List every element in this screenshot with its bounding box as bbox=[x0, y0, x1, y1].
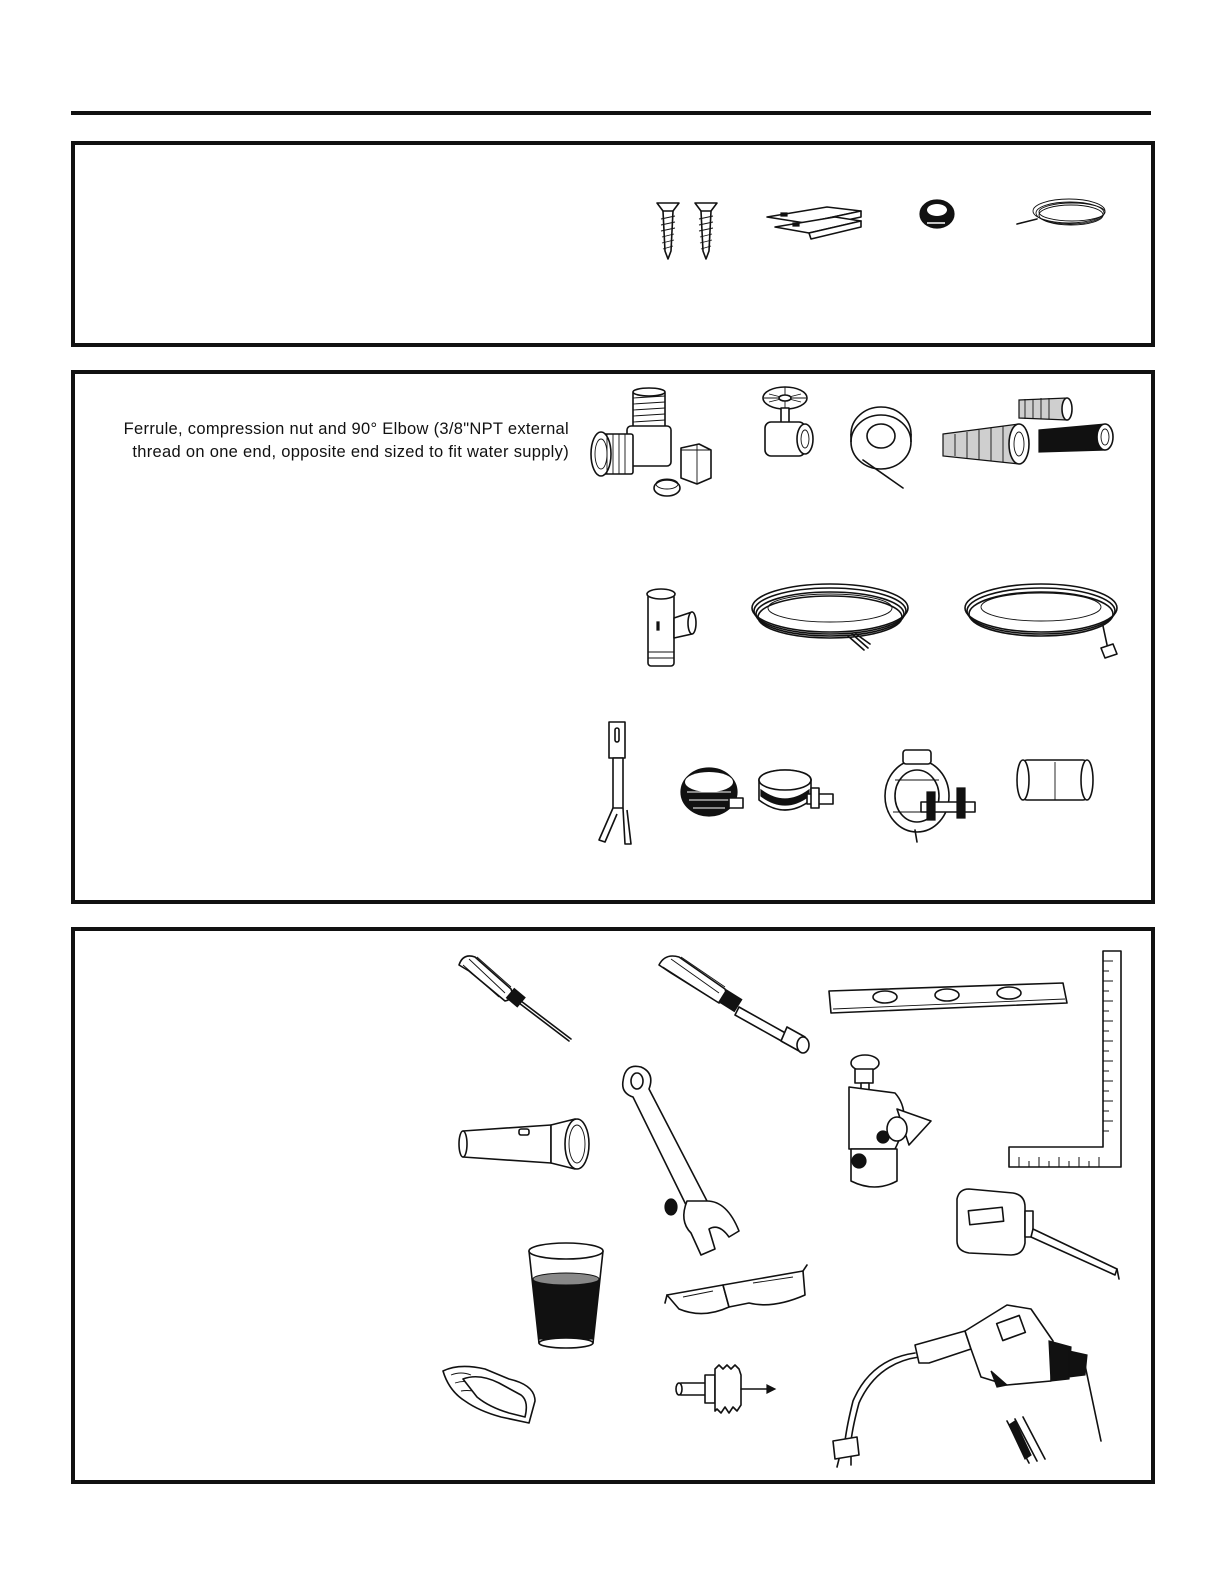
electric-drill-icon bbox=[831, 1301, 1103, 1469]
header-rule bbox=[71, 111, 1151, 115]
water-tubing-coil-icon bbox=[963, 578, 1127, 658]
mounting-brackets-icon bbox=[765, 201, 863, 241]
shutoff-valve-icon bbox=[755, 384, 819, 464]
screws-icon bbox=[653, 199, 725, 261]
safety-glasses-icon bbox=[663, 1261, 809, 1321]
hole-saw-icon bbox=[675, 1361, 777, 1421]
power-cord-coil-icon bbox=[750, 578, 916, 656]
drain-tee-icon bbox=[640, 586, 700, 668]
gloves-icon bbox=[439, 1361, 539, 1429]
bucket-icon bbox=[523, 1239, 609, 1349]
wire-coil-icon bbox=[1015, 193, 1111, 235]
elbow-fitting-note: Ferrule, compression nut and 90° Elbow (3/8"NPT external thread on one end, opposite end sized to fit water supply) bbox=[123, 420, 569, 461]
dishwasher-connector-icon bbox=[581, 718, 633, 846]
elbow-fitting-icon bbox=[587, 386, 725, 498]
hose-clamp-icon bbox=[917, 197, 957, 231]
supplies-needed-panel bbox=[71, 370, 1155, 904]
tools-needed-panel bbox=[71, 927, 1155, 1484]
hose-clamps-icon bbox=[679, 760, 839, 826]
phillips-screwdriver-icon bbox=[455, 951, 585, 1047]
flashlight-icon bbox=[459, 1117, 595, 1173]
carpenter-square-icon bbox=[1005, 947, 1125, 1171]
nut-driver-icon bbox=[655, 951, 821, 1051]
tubing-cutter-icon bbox=[835, 1053, 937, 1193]
cable-clamp-icon bbox=[881, 750, 977, 842]
rubber-coupling-icon bbox=[1015, 758, 1095, 806]
parts-included-panel bbox=[71, 141, 1155, 347]
adjustable-wrench-icon bbox=[619, 1061, 745, 1259]
wire-nuts-icon bbox=[935, 394, 1121, 466]
tape-measure-icon bbox=[953, 1185, 1121, 1281]
teflon-tape-icon bbox=[849, 404, 919, 488]
